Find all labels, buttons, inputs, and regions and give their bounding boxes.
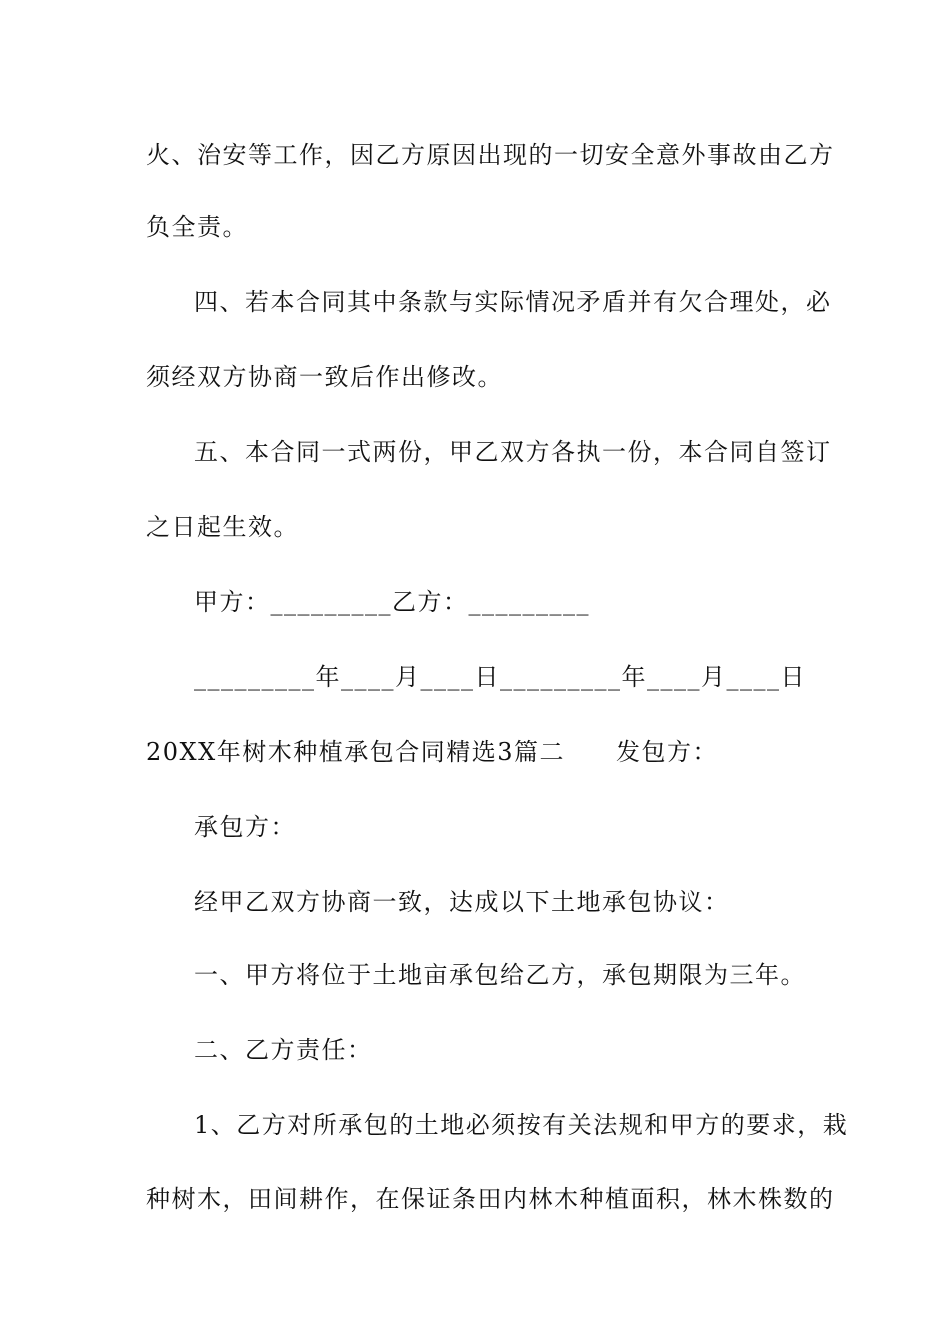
paragraph-line: 负全责。: [146, 213, 248, 241]
contractor-label: 承包方：: [194, 813, 296, 841]
contract-heading: 20XX年树木种植承包合同精选3篇二 发包方：: [146, 738, 718, 766]
clause-four: 四、若本合同其中条款与实际情况矛盾并有欠合理处，必: [194, 288, 832, 316]
paragraph-line: 之日起生效。: [146, 513, 299, 541]
clause-two-heading: 二、乙方责任：: [194, 1036, 373, 1064]
date-line: _________年____月____日_________年____月____日: [194, 663, 806, 691]
clause-two-item-one: 1、乙方对所承包的土地必须按有关法规和甲方的要求，栽: [194, 1111, 849, 1139]
signature-line: 甲方：_________乙方：_________: [194, 588, 590, 616]
paragraph-line: 种树木，田间耕作，在保证条田内林木种植面积，林木株数的: [146, 1185, 835, 1213]
agreement-intro: 经甲乙双方协商一致，达成以下土地承包协议：: [194, 888, 730, 916]
clause-five: 五、本合同一式两份，甲乙双方各执一份，本合同自签订: [194, 438, 832, 466]
paragraph-line: 须经双方协商一致后作出修改。: [146, 363, 503, 391]
paragraph-line: 火、治安等工作，因乙方原因出现的一切安全意外事故由乙方: [146, 141, 835, 169]
clause-one: 一、甲方将位于土地亩承包给乙方，承包期限为三年。: [194, 961, 806, 989]
